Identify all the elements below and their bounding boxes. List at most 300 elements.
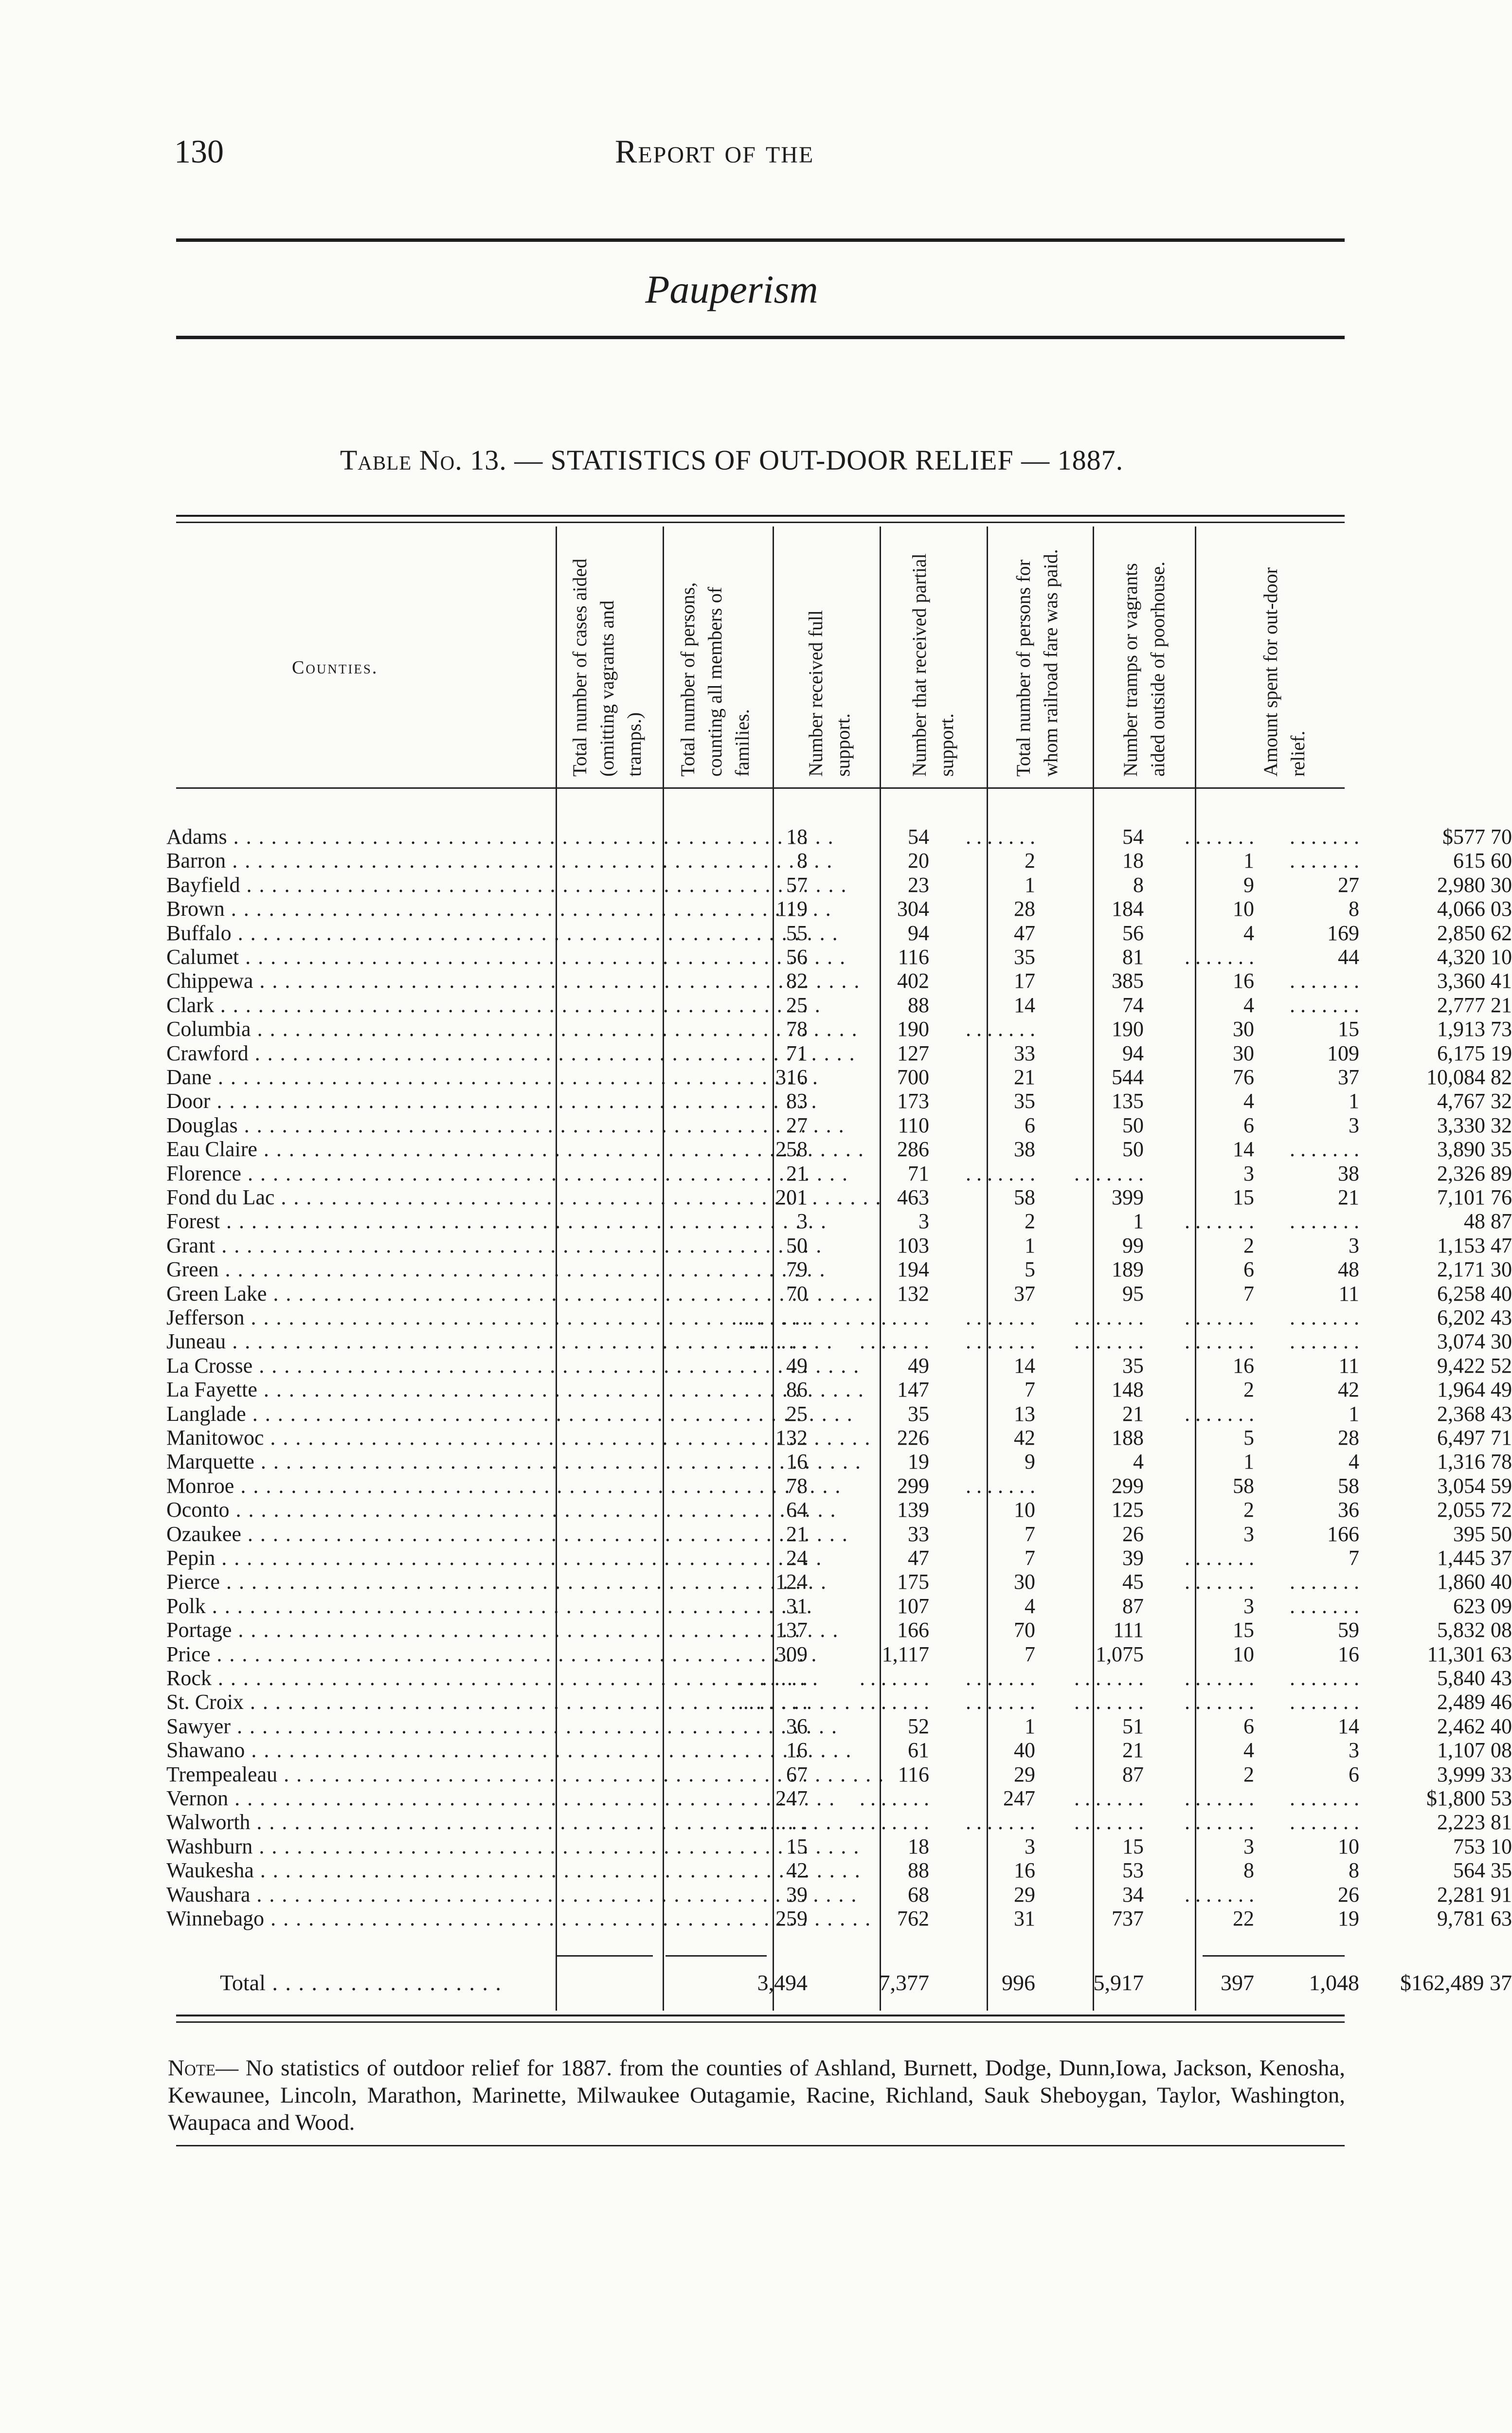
table-cell: 7,101 76 [1437,1185,1512,1209]
table-row [166,1858,1512,1883]
table-cell: 48 [1338,1257,1359,1282]
table-cell: . . . . . . . [966,1017,1035,1041]
table-cell: 309 [775,1642,808,1666]
table-cell: 4 [1243,921,1254,945]
table-cell: . . . . . . . [1290,849,1359,873]
table-cell: 5,832 08 [1437,1618,1512,1642]
county-name: Brown . . . [166,897,536,921]
table-row [166,1017,1512,1041]
table-cell: 29 [1014,1882,1035,1906]
table-row [166,993,1512,1017]
total-rule-3 [1203,1955,1345,1957]
table-cell: . . . . . . . [1074,1786,1144,1810]
table-cell: . . . . . . . [966,1666,1035,1690]
table-row [166,1762,1512,1786]
table-row [166,1209,1512,1234]
county-name: St. Croix . . . [166,1690,536,1714]
table-cell: . . . . . . . [1290,1209,1359,1234]
table-cell: . . . . . . . [1290,1306,1359,1329]
table-cell: 79 [786,1257,808,1282]
footnote-label: Note [168,2055,216,2081]
county-name: Ozaukee . . . [166,1522,536,1546]
table-cell: 64 [786,1498,808,1522]
running-title: Report of the [615,133,814,170]
table-cell: 3 [918,1209,929,1234]
table-cell: 22 [1233,1906,1254,1930]
county-name: Price . . . [166,1642,536,1666]
table-cell: 28 [1338,1426,1359,1450]
table-cell: 147 [897,1378,929,1402]
table-cell: 8 [1133,872,1144,897]
table-cell: 7 [1025,1642,1035,1666]
table-cell: 45 [1122,1570,1144,1594]
table-cell: . . . . . . . [1290,1810,1359,1834]
table-cell: 31 [1014,1906,1035,1930]
table-cell: 39 [786,1882,808,1906]
table-cell: 4 [1025,1594,1035,1618]
table-cell: 1 [1025,1233,1035,1257]
table-cell: 38 [1338,1161,1359,1185]
table-cell: 3 [1349,1738,1359,1762]
table-cell: 700 [897,1065,929,1089]
table-cell: 7 [1025,1546,1035,1570]
total-value: 1,048 [1309,1970,1359,1995]
rule-top [176,238,1345,242]
table-row [166,969,1512,993]
table-cell: 35 [908,1401,929,1426]
table-top-rule-2 [176,522,1345,523]
table-cell: . . . . . . . [1185,1306,1254,1329]
table-cell: 17 [1014,969,1035,993]
table-cell: 109 [1327,1041,1359,1065]
table-cell: 6 [1243,1714,1254,1738]
table-cell: 4,767 32 [1437,1089,1512,1113]
county-name: Monroe . . . [166,1474,536,1498]
table-cell: . . . . . . . [1290,1786,1359,1810]
table-cell: 35 [1014,945,1035,969]
table-cell: 4,320 10 [1437,945,1512,969]
table-cell: 2,489 46 [1437,1690,1512,1714]
table-cell: 15 [786,1834,808,1858]
county-name: Jefferson . . . [166,1306,536,1329]
county-name: La Fayette . . . [166,1378,536,1401]
county-name: Calumet . . . [166,945,536,969]
table-cell: 25 [786,993,808,1017]
table-cell: . . . . . . . [966,1306,1035,1329]
table-cell: 33 [908,1522,929,1546]
table-cell: 57 [786,872,808,897]
column-header-full-support: Number received full support. [805,610,854,777]
table-cell: 166 [897,1618,929,1642]
table-row [166,872,1512,897]
table-row [166,1353,1512,1378]
table-cell: 9 [1025,1450,1035,1474]
county-name: Juneau . . . [166,1329,536,1353]
table-cell: 76 [1233,1065,1254,1089]
table-row [166,1113,1512,1137]
table-cell: 58 [1014,1185,1035,1209]
table-cell: 2,281 91 [1437,1882,1512,1906]
table-cell: 55 [786,921,808,945]
table-cell: 135 [1112,1089,1144,1113]
table-cell: 25 [786,1401,808,1426]
table-row [166,1065,1512,1089]
table-row [166,1546,1512,1570]
table-cell: 6 [1243,1113,1254,1137]
county-name: Manitowoc . . . [166,1426,536,1450]
table-cell: 194 [897,1257,929,1282]
table-cell: 49 [786,1353,808,1378]
table-cell: 42 [1014,1426,1035,1450]
table-cell: 9,422 52 [1437,1353,1512,1378]
table-cell: 10 [1338,1834,1359,1858]
table-cell: 21 [1122,1738,1144,1762]
table-cell: 4 [1349,1450,1359,1474]
county-name: Buffalo . . . [166,921,536,945]
table-cell: . . . . . . . [1185,1690,1254,1714]
table-cell: . . . . . . . [1290,1570,1359,1594]
table-cell: 3,999 33 [1437,1762,1512,1786]
table-cell: 30 [1233,1041,1254,1065]
table-cell: 259 [775,1906,808,1930]
county-name: Vernon . . . [166,1786,536,1810]
table-row [166,1450,1512,1474]
table-cell: 88 [908,1858,929,1883]
table-cell: 125 [1112,1498,1144,1522]
table-cell: 27 [786,1113,808,1137]
table-cell: 59 [1338,1618,1359,1642]
county-name: Langlade . . . [166,1402,536,1426]
table-cell: 3 [1243,1161,1254,1185]
table-row [166,1498,1512,1522]
county-name: Waushara . . . [166,1883,536,1906]
table-cell: 247 [775,1786,808,1810]
table-bottom-rule [176,2015,1345,2016]
table-cell: 30 [1014,1570,1035,1594]
table-cell: 11 [1338,1353,1359,1378]
table-cell: 54 [1122,825,1144,849]
table-cell: 26 [1122,1522,1144,1546]
table-cell: 3 [1243,1834,1254,1858]
table-cell: 395 50 [1453,1522,1512,1546]
table-cell: 88 [908,993,929,1017]
table-row [166,1281,1512,1306]
table-cell: 402 [897,969,929,993]
table-row [166,1786,1512,1810]
table-bottom-rule-2 [176,2021,1345,2023]
table-cell: 15 [1233,1185,1254,1209]
table-cell: 47 [908,1546,929,1570]
table-cell: 10,084 82 [1426,1065,1512,1089]
table-cell: . . . . . . . [1074,1666,1144,1690]
county-name: Douglas . . . [166,1113,536,1137]
table-cell: $1,800 53 [1426,1786,1512,1810]
total-rule-2 [666,1955,767,1957]
table-row [166,1185,1512,1209]
table-cell: 74 [1122,993,1144,1017]
table-cell: . . . . . . . [1290,1329,1359,1354]
table-row [166,1570,1512,1594]
table-cell: 3,330 32 [1437,1113,1512,1137]
table-cell: . . . . . . . [860,1306,929,1329]
table-cell: 2,368 43 [1437,1401,1512,1426]
table-cell: 8 [797,849,808,873]
table-cell: 615 60 [1453,849,1512,873]
table-cell: 7 [1025,1522,1035,1546]
county-name: Green . . . [166,1257,536,1281]
table-cell: 3 [1243,1522,1254,1546]
table-cell: 762 [897,1906,929,1930]
table-cell: 70 [1014,1618,1035,1642]
table-cell: . . . . . . . [738,1329,808,1354]
table-cell: 18 [908,1834,929,1858]
table-cell: 9 [1243,872,1254,897]
table-cell: . . . . . . . [738,1690,808,1714]
table-cell: . . . . . . . [966,1473,1035,1498]
table-cell: 58 [1233,1473,1254,1498]
table-cell: 87 [1122,1762,1144,1786]
page-number: 130 [174,133,224,170]
table-cell: 38 [1014,1137,1035,1162]
table-cell: $577 70 [1442,825,1512,849]
table-cell: 753 10 [1453,1834,1512,1858]
table-cell: 5,840 43 [1437,1666,1512,1690]
rule-under-section [176,336,1345,339]
table-cell: . . . . . . . [966,1329,1035,1354]
table-row [166,1714,1512,1738]
table-row [166,849,1512,873]
table-cell: . . . . . . . [1185,1209,1254,1234]
table-cell: 1,153 47 [1437,1233,1512,1257]
table-cell: . . . . . . . [1185,1401,1254,1426]
table-cell: 9,781 63 [1437,1906,1512,1930]
table-cell: . . . . . . . [860,1666,929,1690]
table-cell: . . . . . . . [1074,1690,1144,1714]
table-cell: 1,445 37 [1437,1546,1512,1570]
table-cell: . . . . . . . [1290,1666,1359,1690]
table-cell: 18 [786,825,808,849]
table-row [166,1690,1512,1714]
table-row [166,1329,1512,1354]
table-cell: 37 [1014,1281,1035,1306]
table-cell: 737 [1112,1906,1144,1930]
table-cell: . . . . . . . [1074,1161,1144,1185]
table-cell: 124 [775,1570,808,1594]
table-cell: 53 [1122,1858,1144,1883]
table-cell: 14 [1233,1137,1254,1162]
table-row [166,1738,1512,1762]
table-cell: 61 [908,1738,929,1762]
table-cell: 137 [775,1618,808,1642]
table-cell: 119 [776,897,808,921]
table-cell: 14 [1014,993,1035,1017]
table-cell: 71 [786,1041,808,1065]
table-cell: 50 [1122,1113,1144,1137]
table-row [166,1161,1512,1185]
county-name: Pierce . . . [166,1570,536,1594]
table-cell: . . . . . . . [1185,1570,1254,1594]
table-cell: 19 [908,1450,929,1474]
table-cell: 385 [1112,969,1144,993]
table-cell: 29 [1014,1762,1035,1786]
table-cell: 2 [1243,1233,1254,1257]
county-name: Florence . . . [166,1162,536,1185]
table-cell: 184 [1112,897,1144,921]
total-rule-1 [556,1955,653,1957]
table-cell: 7 [1243,1281,1254,1306]
county-name: Portage . . . [166,1618,536,1642]
table-cell: . . . . . . . [738,1810,808,1834]
table-cell: 5 [1025,1257,1035,1282]
table-cell: 78 [786,1473,808,1498]
table-cell: 132 [897,1281,929,1306]
table-cell: 31 [786,1594,808,1618]
table-top-rule [176,515,1345,517]
table-cell: . . . . . . . [1074,1810,1144,1834]
total-row [166,1968,1512,1997]
table-cell: 2,462 40 [1437,1714,1512,1738]
table-cell: 16 [1233,1353,1254,1378]
county-name: Crawford . . . [166,1041,536,1065]
table-row [166,1906,1512,1930]
table-row [166,1041,1512,1065]
table-cell: . . . . . . . [1185,825,1254,849]
table-cell: 3 [1349,1233,1359,1257]
table-cell: . . . . . . . [860,1329,929,1354]
table-cell: 3,074 30 [1437,1329,1512,1354]
table-cell: 4 [1133,1450,1144,1474]
table-cell: 173 [897,1089,929,1113]
table-cell: 14 [1338,1714,1359,1738]
county-name: Clark . . . [166,993,536,1017]
table-cell: 463 [897,1185,929,1209]
table-cell: . . . . . . . [860,1786,929,1810]
table-cell: 5 [1243,1426,1254,1450]
table-cell: . . . . . . . [966,1161,1035,1185]
county-name: Oconto . . . [166,1498,536,1522]
table-cell: 3,890 35 [1437,1137,1512,1162]
table-cell: . . . . . . . [1290,969,1359,993]
table-cell: 1,913 73 [1437,1017,1512,1041]
table-cell: 190 [897,1017,929,1041]
table-cell: 34 [1122,1882,1144,1906]
table-row [166,825,1512,849]
table-cell: . . . . . . . [1185,1329,1254,1354]
county-name: Door . . . [166,1089,536,1113]
table-cell: 20 [908,849,929,873]
table-cell: 14 [1014,1353,1035,1378]
table-cell: 201 [775,1185,808,1209]
table-cell: . . . . . . . [1185,1546,1254,1570]
table-cell: . . . . . . . [1185,1666,1254,1690]
table-cell: 3 [1025,1834,1035,1858]
table-cell: . . . . . . . [966,1690,1035,1714]
table-cell: 58 [1338,1473,1359,1498]
table-cell: 189 [1112,1257,1144,1282]
table-row [166,945,1512,969]
county-name: Columbia . . . [166,1017,536,1041]
county-name: Shawano . . . [166,1738,536,1762]
table-cell: . . . . . . . [1185,1786,1254,1810]
table-cell: 247 [1003,1786,1035,1810]
county-name: Waukesha . . . [166,1858,536,1882]
table-cell: 70 [786,1281,808,1306]
table-row [166,1882,1512,1906]
table-cell: 1 [1349,1089,1359,1113]
table-row [166,1834,1512,1858]
table-cell: 28 [1014,897,1035,921]
table-cell: 1,964 49 [1437,1378,1512,1402]
table-cell: 623 09 [1453,1594,1512,1618]
table-cell: 3 [797,1209,808,1234]
table-cell: . . . . . . . [966,1810,1035,1834]
table-cell: 190 [1112,1017,1144,1041]
table-cell: 24 [786,1546,808,1570]
table-cell: 2 [1243,1378,1254,1402]
table-cell: 19 [1338,1906,1359,1930]
table-row [166,1306,1512,1329]
table-cell: 3 [1349,1113,1359,1137]
table-row [166,1089,1512,1113]
table-cell: . . . . . . . [738,1306,808,1329]
table-cell: 15 [1338,1017,1359,1041]
table-cell: 16 [786,1738,808,1762]
table-cell: 26 [1338,1882,1359,1906]
table-row [166,921,1512,945]
table-cell: 37 [1338,1065,1359,1089]
table-cell: 1 [1025,1714,1035,1738]
table-cell: 2,223 81 [1437,1810,1512,1834]
table-row [166,1378,1512,1402]
table-cell: 42 [1338,1378,1359,1402]
table-cell: 316 [775,1065,808,1089]
table-cell: . . . . . . . [1074,1306,1144,1329]
table-row [166,1137,1512,1162]
table-cell: 1,316 78 [1437,1450,1512,1474]
counties-heading: Counties. [292,657,378,678]
table-cell: 48 87 [1464,1209,1512,1234]
table-cell: 21 [1014,1065,1035,1089]
county-name: Fond du Lac . . . [166,1185,536,1209]
table-cell: 2,777 21 [1437,993,1512,1017]
county-name: Barron . . . [166,849,536,872]
table-cell: 13 [1014,1401,1035,1426]
table-cell: 51 [1122,1714,1144,1738]
table-cell: . . . . . . . [1185,1810,1254,1834]
table-cell: 36 [1338,1498,1359,1522]
table-cell: 94 [1122,1041,1144,1065]
table-cell: 39 [1122,1546,1144,1570]
table-cell: 116 [898,945,929,969]
table-cell: 6,202 43 [1437,1306,1512,1329]
table-cell: 33 [1014,1041,1035,1065]
table-cell: 166 [1327,1522,1359,1546]
county-name: Adams . . . [166,825,536,849]
county-name: Bayfield . . . [166,873,536,897]
table-cell: . . . . . . . [966,825,1035,849]
table-cell: 1,107 08 [1437,1738,1512,1762]
table-row [166,1666,1512,1690]
table-cell: 4 [1243,1089,1254,1113]
table-cell: 116 [898,1762,929,1786]
table-cell: 4,066 03 [1437,897,1512,921]
table-cell: 286 [897,1137,929,1162]
table-cell: 258 [775,1137,808,1162]
table-row [166,1618,1512,1642]
table-cell: 94 [908,921,929,945]
section-title: Pauperism [645,267,818,311]
county-name: Eau Claire . . . [166,1137,536,1161]
